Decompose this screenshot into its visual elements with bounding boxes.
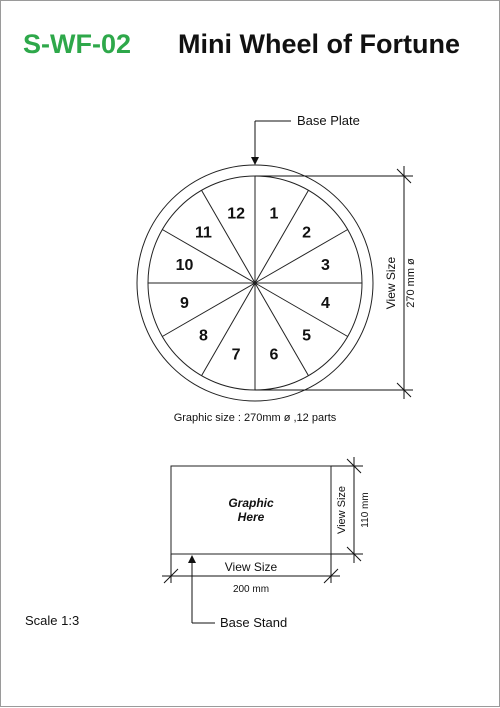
wheel-spoke [255,283,312,376]
stand-assembly [162,457,371,630]
wheel-assembly [137,165,373,401]
base-plate-label: Base Plate [297,113,360,128]
wheel-segment-label: 7 [231,346,241,364]
wheel-segment-label: 3 [321,257,330,275]
scale-note: Scale 1:3 [25,613,80,628]
drawing-title: Mini Wheel of Fortune [178,29,460,59]
stand-height-view-label: View Size [336,485,348,535]
graphic-label-line2: Here [237,510,265,524]
stand-height-dimension: 110 mm [360,492,371,528]
wheel-spoke [162,283,255,337]
base-stand-label: Base Stand [220,615,288,630]
wheel-segment-label: 8 [198,327,208,345]
wheel-segment-label: 12 [227,205,245,223]
wheel-dimension-label: 270 mm ø [405,258,417,308]
stand-width-dimension: 200 mm [232,584,270,595]
wheel-segment-label: 11 [194,224,212,242]
graphic-label-line1: Graphic [228,496,274,510]
wheel-segment-label: 5 [302,327,312,345]
wheel-caption: Graphic size : 270mm ø ,12 parts [173,412,337,424]
wheel-segment-label: 1 [269,205,279,223]
wheel-spoke [202,283,256,376]
wheel-segment-label: 4 [321,294,330,312]
wheel-segment-label: 6 [269,346,279,364]
drawing-code: S-WF-02 [23,29,131,59]
wheel-view-size-label: View Size [384,256,398,310]
wheel-segment-label: 9 [180,294,189,312]
technical-drawing [1,1,500,708]
wheel-spoke [255,190,312,283]
wheel-spokes [148,176,362,390]
wheel-segment-label: 2 [302,224,312,242]
stand-width-view-label: View Size [224,560,278,574]
base-plate-callout [255,113,360,164]
wheel-segment-label: 10 [175,257,194,275]
